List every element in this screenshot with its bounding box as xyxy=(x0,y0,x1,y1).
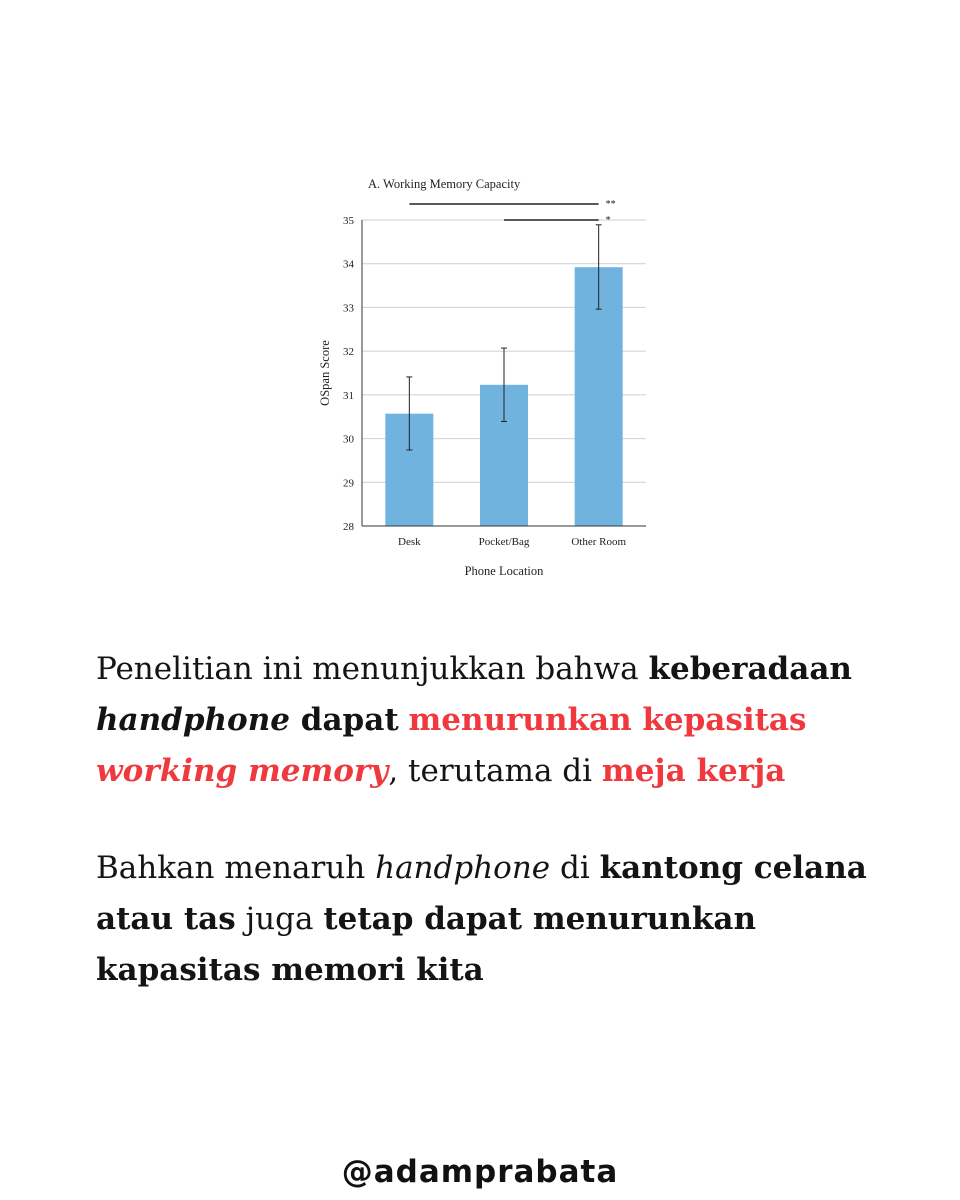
caption-segment: keberadaan xyxy=(648,651,852,687)
caption-segment: di xyxy=(550,850,600,886)
y-tick-label: 32 xyxy=(343,346,354,359)
caption-segment: kantong celana atau tas xyxy=(96,850,867,937)
caption-segment: dapat xyxy=(290,702,399,738)
x-tick-label: Other Room xyxy=(571,536,627,548)
x-tick-labels xyxy=(398,536,626,548)
caption-segment: , terutama di xyxy=(388,753,602,789)
significance-markers xyxy=(409,199,615,226)
caption-segment: handphone xyxy=(96,702,290,738)
y-tick-label: 29 xyxy=(343,477,354,490)
caption-segment: tetap dapat menurunkan kapasitas memori kita xyxy=(96,901,756,988)
y-tick-label: 28 xyxy=(343,521,354,533)
caption-segment: meja kerja xyxy=(601,753,786,789)
caption-paragraph-2 xyxy=(96,843,896,996)
y-tick-label: 33 xyxy=(343,302,354,315)
working-memory-chart xyxy=(300,165,680,585)
caption-segment: juga xyxy=(235,901,324,937)
caption-segment: working memory xyxy=(96,753,389,789)
author-handle: @adamprabata xyxy=(341,1154,619,1190)
y-tick-label: 35 xyxy=(343,215,354,227)
caption-segment: handphone xyxy=(375,850,551,886)
significance-label: * xyxy=(605,215,611,226)
x-tick-label: Desk xyxy=(398,536,421,548)
x-tick-label: Pocket/Bag xyxy=(478,536,530,548)
y-axis-label: OSpan Score xyxy=(318,340,332,406)
caption-segment: Penelitian ini menunjukkan bahwa xyxy=(96,651,649,687)
caption-paragraph-1 xyxy=(96,644,896,797)
x-axis-label: Phone Location xyxy=(464,564,544,578)
caption-segment: Bahkan menaruh xyxy=(96,850,376,886)
chart-title: A. Working Memory Capacity xyxy=(368,177,521,191)
caption-segment: menurunkan kepasitas xyxy=(408,702,807,738)
error-bars xyxy=(406,225,601,450)
y-tick-label: 31 xyxy=(343,389,354,402)
caption-segment xyxy=(399,702,409,738)
y-tick-labels xyxy=(343,215,355,533)
y-tick-label: 30 xyxy=(343,433,354,446)
y-tick-label: 34 xyxy=(343,258,354,271)
significance-label: ** xyxy=(605,199,616,210)
